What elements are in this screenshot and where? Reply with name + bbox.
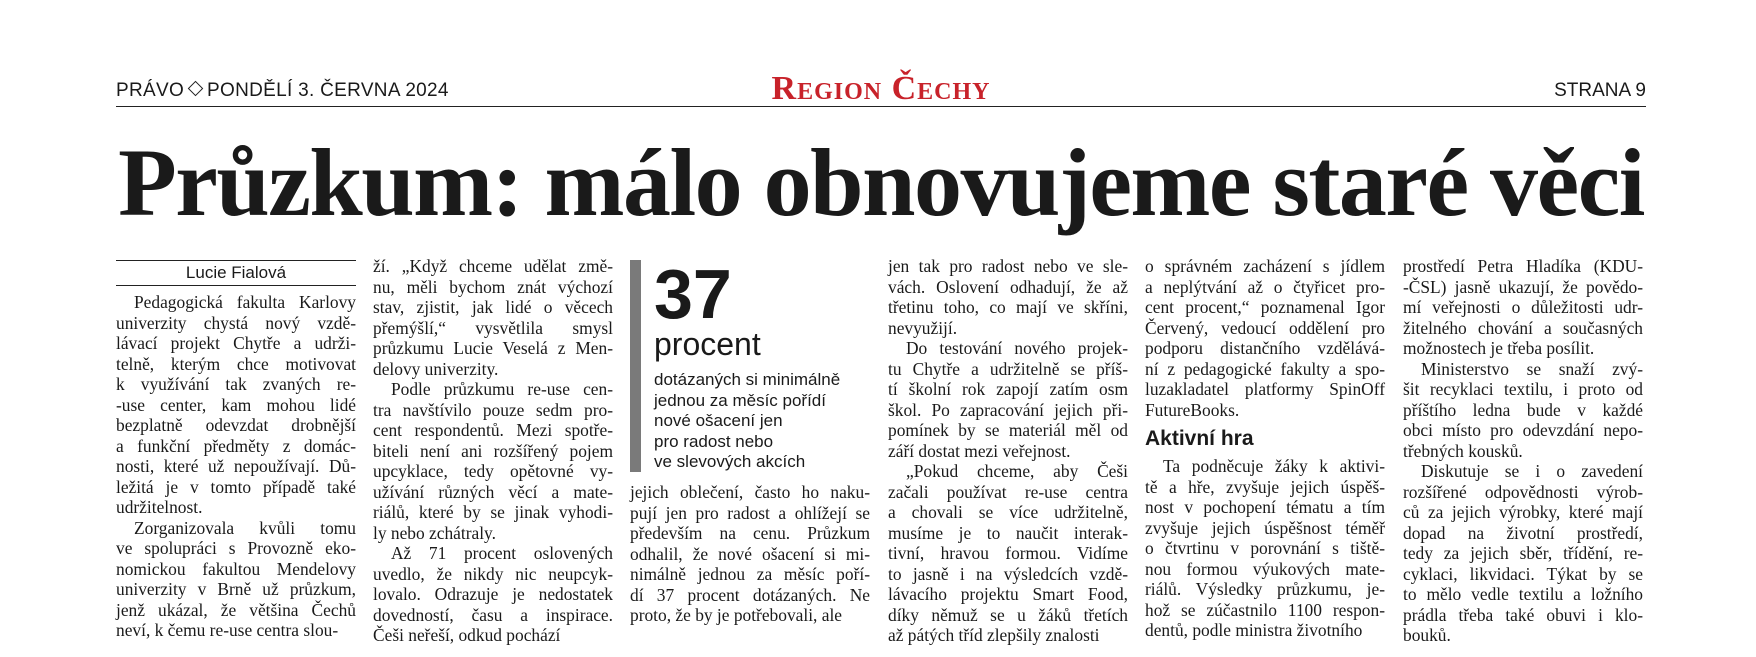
text-line: tě a hře, zvyšuje jejich úspěš- bbox=[1145, 476, 1385, 497]
text-line: Podle průzkumu re-use cen- bbox=[391, 379, 613, 399]
column-1 bbox=[116, 292, 356, 641]
text-line: ní z pedagogické fakulty a spo- bbox=[1145, 358, 1385, 379]
subheading: Aktivní hra bbox=[1145, 427, 1254, 450]
text-line: a neplýtvání až o čtyřicet pro- bbox=[1145, 276, 1385, 297]
paragraph bbox=[1403, 359, 1643, 462]
text-line: lovalo. Odrazuje je nedostatek bbox=[373, 584, 613, 604]
text-line: Ministerstvo se snaží zvý- bbox=[1421, 358, 1643, 379]
text-line: udržitelnost. bbox=[116, 497, 203, 517]
text-line: třebných kousků. bbox=[1403, 440, 1523, 461]
byline: Lucie Fialová bbox=[116, 260, 356, 286]
infobox-line: ve slevových akcích bbox=[654, 452, 806, 471]
text-line: září dostat mezi veřejnost. bbox=[888, 440, 1071, 461]
text-line: třetinu toho, co mají ve skříni, bbox=[888, 297, 1128, 317]
text-line: ců za jejich výrobky, které mají bbox=[1403, 502, 1643, 522]
infobox-number: 37 bbox=[654, 255, 732, 333]
text-line: Až 71 procent oslovených bbox=[391, 543, 613, 563]
text-line: mí veřejnosti o důležitosti udr- bbox=[1403, 297, 1643, 317]
text-line: o správném zacházení s jídlem bbox=[1145, 256, 1385, 276]
text-line: bouků. bbox=[1403, 625, 1451, 645]
text-line: Červený, vedoucí oddělení pro bbox=[1145, 317, 1385, 338]
text-line: proto, že by je potřebovali, ale bbox=[630, 605, 842, 625]
text-line: nu, měli bychom znát výchozí bbox=[373, 276, 613, 297]
page-number: STRANA 9 bbox=[1554, 80, 1646, 101]
paragraph bbox=[1403, 256, 1643, 359]
infobox-line: dotázaných si minimálně bbox=[654, 370, 841, 389]
text-line: rozšířené odpovědnosti výrob- bbox=[1403, 481, 1643, 502]
text-line: především na cenu. Průzkum bbox=[630, 523, 870, 543]
text-line: tu Chytře a udržitelně se příš- bbox=[888, 358, 1128, 379]
text-line: užívání různých věcí a mate- bbox=[373, 481, 613, 502]
text-line: dentů, podle ministra životního bbox=[1145, 620, 1363, 640]
infobox-bar bbox=[630, 260, 641, 472]
text-line: jen tak pro radost nebo ve sle- bbox=[888, 256, 1128, 276]
text-line: cent procent,“ poznamenal Igor bbox=[1145, 297, 1385, 317]
text-line: obci místo pro odevzdání nepo- bbox=[1403, 420, 1643, 440]
paragraph bbox=[888, 338, 1128, 461]
text-line: škol. Po zapracování jejich při- bbox=[888, 399, 1128, 420]
text-line: podporu distančního vzdělává- bbox=[1145, 338, 1385, 358]
text-line: tra navštívilo pouze sedm pro- bbox=[373, 399, 613, 420]
infobox-line: nové ošacení jen bbox=[654, 411, 783, 430]
text-line: šit recyklaci textilu, i proto od bbox=[1403, 379, 1643, 399]
text-line: tedy za jejich sběr, třídění, re- bbox=[1403, 543, 1643, 563]
newspaper-name: PRÁVO bbox=[116, 80, 185, 101]
text-line: dopad na životní prostředí, bbox=[1403, 522, 1643, 543]
text-line: prádla třeba také obuvi i klo- bbox=[1403, 604, 1643, 625]
article-headline: Průzkum: málo obnovujeme staré věci bbox=[118, 129, 1644, 236]
section-title: Region Čechy bbox=[771, 70, 991, 107]
text-line: nimálně jednou za měsíc poří- bbox=[630, 564, 870, 584]
text-line: delovy univerzity. bbox=[373, 358, 499, 379]
paragraph bbox=[1403, 461, 1643, 646]
column-5 bbox=[1145, 256, 1385, 641]
paragraph bbox=[630, 482, 870, 626]
text-line: začali používat re-use centra bbox=[888, 481, 1128, 502]
text-line: tí školní rok zapojí zatím osm bbox=[888, 379, 1128, 399]
infobox-line: jednou za měsíc pořídí bbox=[654, 390, 826, 410]
column-6 bbox=[1403, 256, 1643, 646]
text-line: nevyužijí. bbox=[888, 317, 958, 338]
text-line: Ta podněcuje žáky k aktivi- bbox=[1163, 456, 1385, 476]
text-line: upcyklace, tedy opětovné vy- bbox=[373, 461, 613, 481]
text-line: cyklaci, likvidaci. Týkat by se bbox=[1403, 563, 1643, 584]
text-line: Pedagogická fakulta Karlovy bbox=[134, 292, 356, 312]
text-line: průzkumu Lucie Veselá z Men- bbox=[373, 338, 613, 358]
text-line: stav, zjistit, jak lidé o věcech bbox=[373, 297, 613, 317]
text-line: příštího ledna bude v každé bbox=[1403, 399, 1643, 420]
text-line: a chovali se více udržitelně, bbox=[888, 502, 1128, 522]
text-line: zvyšuje jejich úspěšnost téměř bbox=[1145, 517, 1385, 538]
text-line: jejich oblečení, často ho naku- bbox=[630, 482, 870, 502]
text-line: a funkční předměty z domác- bbox=[116, 435, 356, 456]
text-line: luzakladatel platformy SpinOff bbox=[1145, 379, 1385, 399]
text-line: FutureBooks. bbox=[1145, 399, 1240, 420]
page-header bbox=[116, 70, 1646, 107]
text-line: univerzity chystá nový vzdě- bbox=[116, 312, 356, 333]
text-line: univerzity v Brně už průzkum, bbox=[116, 579, 356, 599]
paragraph bbox=[373, 256, 613, 379]
text-line: dovedností, času a inspirace. bbox=[373, 604, 613, 625]
infobox-description bbox=[654, 370, 874, 473]
paragraph bbox=[888, 461, 1128, 646]
text-line: hož se zúčastnilo 1100 respon- bbox=[1145, 599, 1385, 620]
text-line: biteli není ani rozšířený pojem bbox=[373, 440, 613, 461]
column-3 bbox=[630, 482, 870, 626]
text-line: pují jen pro radost a ohlížejí se bbox=[630, 502, 870, 523]
text-line: pomínek by se materiál měl od bbox=[888, 420, 1128, 440]
text-line: to jasně i na výsledcích vzdě- bbox=[888, 563, 1128, 584]
infobox-unit: procent bbox=[654, 326, 761, 362]
paragraph bbox=[373, 543, 613, 646]
column-2 bbox=[373, 256, 613, 646]
text-line: -ČSL) jasně ukazují, že povědo- bbox=[1403, 276, 1643, 297]
paragraph bbox=[1145, 256, 1385, 420]
text-line: ležitá je v tomto případě také bbox=[116, 476, 356, 497]
text-line: -use center, kam mohou lidé bbox=[116, 394, 356, 415]
paragraph bbox=[373, 379, 613, 543]
text-line: bezplatně odevzdat drobnější bbox=[116, 415, 356, 435]
text-line: odhalil, že nové ošacení si mi- bbox=[630, 543, 870, 564]
text-line: nomickou fakultou Mendelovy bbox=[116, 558, 356, 579]
text-line: Diskutuje se i o zavedení bbox=[1421, 461, 1643, 481]
text-line: dí 37 procent dotázaných. Ne bbox=[630, 584, 870, 605]
text-line: ve spolupráci s Provozně eko- bbox=[116, 538, 356, 558]
text-line: prostředí Petra Hladíka (KDU- bbox=[1403, 256, 1643, 276]
text-line: Češi neřeší, odkud pochází bbox=[373, 625, 561, 645]
text-line: díky němuž se u žáků třetích bbox=[888, 604, 1128, 625]
text-line: musíme je to naučit interak- bbox=[888, 522, 1128, 543]
text-line: nost v pochopení tématu a tím bbox=[1145, 497, 1385, 517]
text-line: ží. „Když chceme udělat změ- bbox=[373, 256, 613, 276]
text-line: nou formou výukových mate- bbox=[1145, 558, 1385, 579]
text-line: lávacího projektu Smart Food, bbox=[888, 584, 1128, 604]
paragraph bbox=[116, 518, 356, 641]
text-line: vách. Oslovení odhadují, že až bbox=[888, 276, 1128, 297]
issue-date: PONDĚLÍ 3. ČERVNA 2024 bbox=[207, 80, 449, 101]
paragraph bbox=[1145, 456, 1385, 641]
paragraph bbox=[116, 292, 356, 518]
text-line: lávací projekt Chytře a udrži- bbox=[116, 333, 356, 353]
text-line: neví, k čemu re-use centra slou- bbox=[116, 620, 339, 640]
text-line: telně, kterým chce motivovat bbox=[116, 353, 356, 374]
text-line: cent respondentů. Mezi spotře- bbox=[373, 420, 613, 440]
text-line: „Pokud chceme, aby Češi bbox=[906, 461, 1128, 481]
text-line: Do testování nového projek- bbox=[906, 338, 1128, 358]
text-line: ly nebo zchátraly. bbox=[373, 522, 496, 543]
infobox-line: pro radost nebo bbox=[654, 431, 774, 451]
text-line: riálů, které by se jinak vyhodi- bbox=[373, 502, 613, 522]
paragraph bbox=[888, 256, 1128, 338]
text-line: k využívání tak zvaných re- bbox=[116, 374, 356, 394]
text-line: až pátých tříd zlepšily znalosti bbox=[888, 625, 1100, 645]
text-line: žitelného chování a současných bbox=[1403, 317, 1643, 338]
text-line: jenž ukázal, že většina Čechů bbox=[116, 599, 356, 620]
text-line: uvedlo, že nikdy nic neupcyk- bbox=[373, 563, 613, 584]
text-line: riálů. Výsledky průzkumu, je- bbox=[1145, 579, 1385, 599]
text-line: to mělo vedle textilu a ložního bbox=[1403, 584, 1643, 604]
infobox bbox=[630, 255, 870, 472]
text-line: Zorganizovala kvůli tomu bbox=[134, 517, 356, 538]
text-line: tivní, hravou formou. Vidíme bbox=[888, 543, 1128, 563]
text-line: přemýšlí,“ vysvětlila smysl bbox=[373, 317, 613, 338]
column-4 bbox=[888, 256, 1128, 646]
text-line: o čtvrtinu v porovnání s tiště- bbox=[1145, 538, 1385, 558]
text-line: možnostech je třeba posílit. bbox=[1403, 338, 1595, 358]
text-line: nosti, které už nepoužívají. Dů- bbox=[116, 456, 356, 476]
